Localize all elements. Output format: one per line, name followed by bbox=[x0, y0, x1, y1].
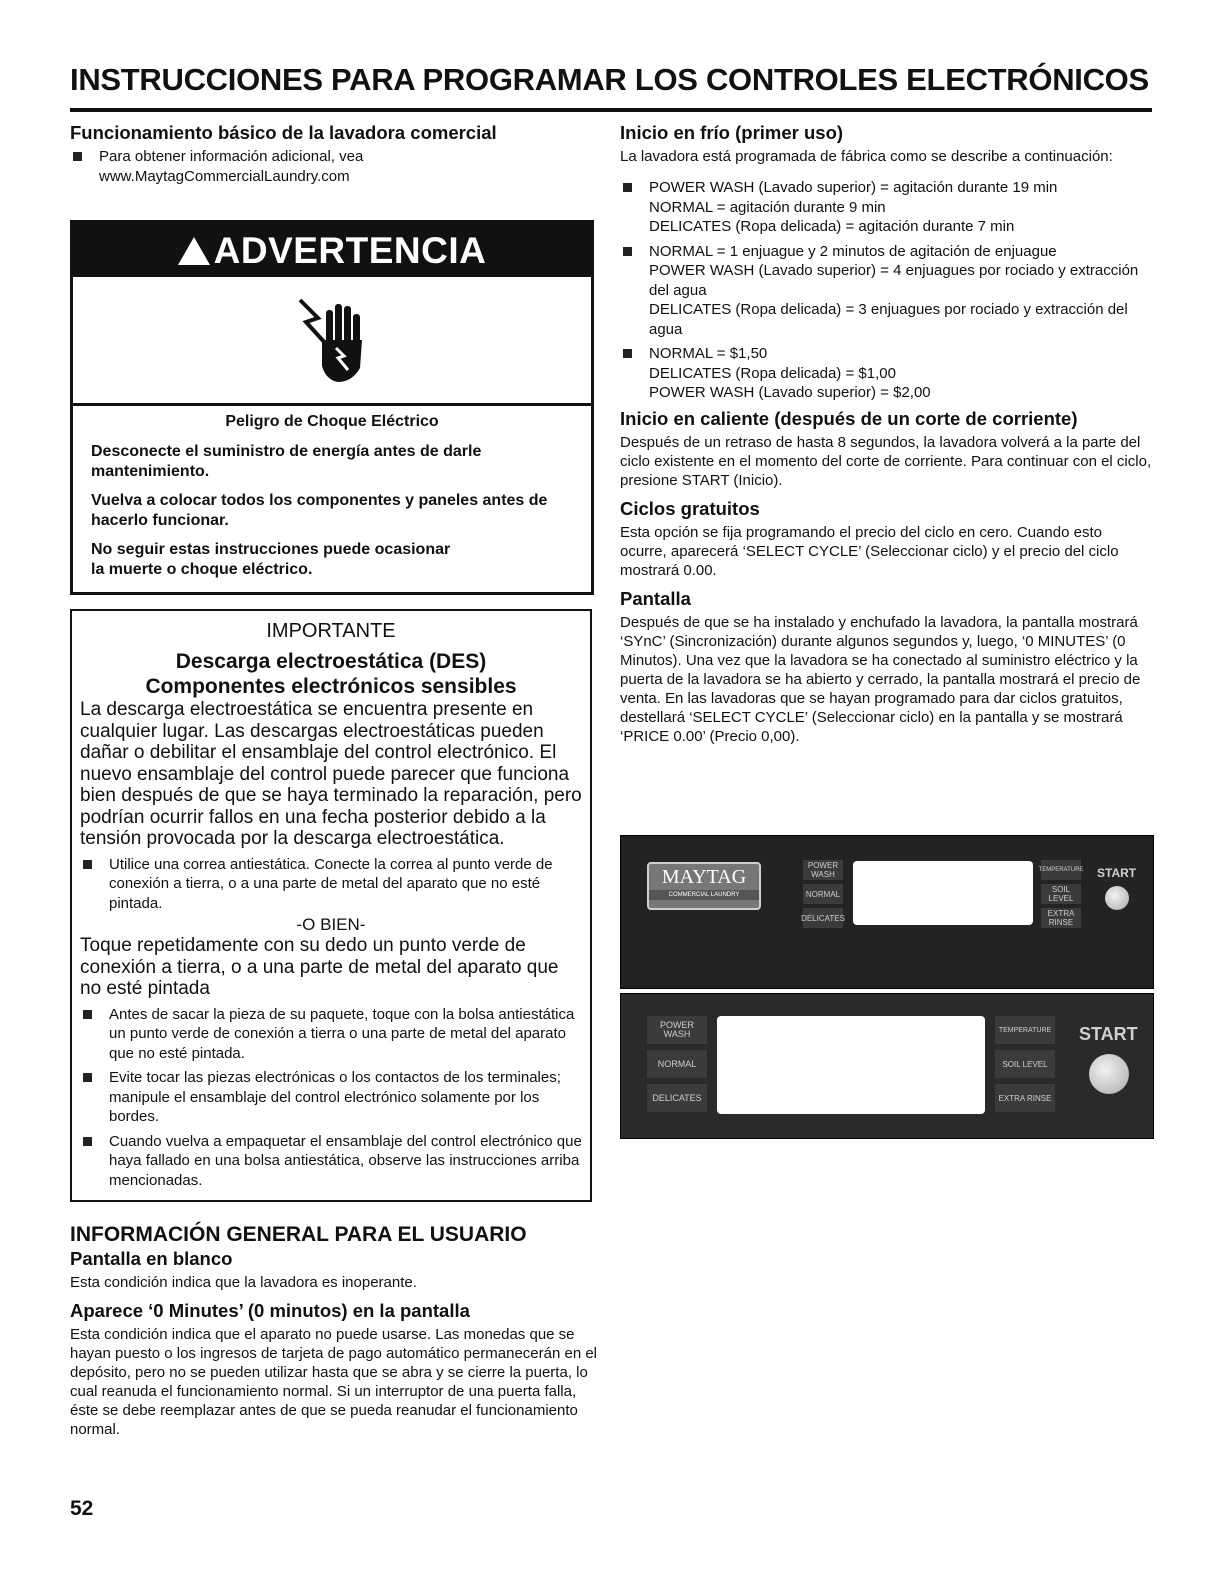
control-panel-2 bbox=[620, 993, 1154, 1139]
title-rule bbox=[70, 108, 1152, 112]
warning-text-1: Desconecte el suministro de energía antes de darle mantenimiento. bbox=[91, 443, 482, 480]
free-text: Esta opción se fija programando el precio del ciclo en cero. Cuando esto ocurre, aparecerá ‘SELECT CYCLE’ (Seleccionar ciclo) y el precio del ciclo mostrará 0.00. bbox=[620, 523, 1119, 579]
cold-b2-l2: POWER WASH (Lavado superior) = 4 enjuagues por rociado y extracción del agua bbox=[649, 262, 1139, 299]
power-wash-button[interactable]: POWER WASH bbox=[803, 860, 843, 880]
free-heading: Ciclos gratuitos bbox=[620, 497, 760, 519]
normal-button[interactable]: NORMAL bbox=[803, 884, 843, 904]
display-screen-large bbox=[717, 1016, 985, 1114]
important-subtitle-2: Componentes electrónicos sensibles bbox=[145, 675, 517, 698]
logo-top: MAYTAG bbox=[661, 866, 747, 888]
zero-minutes-heading: Aparece ‘0 Minutes’ (0 minutos) en la pantalla bbox=[70, 1300, 470, 1321]
warning-header-text: ADVERTENCIA bbox=[213, 230, 487, 271]
soil-level-button[interactable]: SOIL LEVEL bbox=[1041, 884, 1081, 904]
or-separator: -O BIEN- bbox=[296, 915, 366, 934]
start-label: START bbox=[1079, 1024, 1138, 1044]
display-screen bbox=[853, 861, 1033, 925]
warning-header bbox=[73, 223, 591, 277]
temperature-button[interactable]: TEMPERATURE bbox=[1041, 860, 1081, 880]
extra-rinse-button[interactable]: EXTRA RINSE bbox=[995, 1084, 1055, 1112]
basic-bullet-line1: Para obtener información adicional, vea bbox=[99, 148, 364, 165]
cold-b3-l2: DELICATES (Ropa delicada) = $1,00 bbox=[649, 364, 896, 382]
list-item bbox=[620, 242, 1152, 340]
important-list-1 bbox=[72, 855, 590, 914]
cold-b2-l1: NORMAL = 1 enjuague y 2 minutos de agitación de enjuague bbox=[649, 242, 1057, 260]
blank-heading: Pantalla en blanco bbox=[70, 1248, 233, 1269]
basic-heading: Funcionamiento básico de la lavadora comercial bbox=[70, 122, 497, 143]
list-item: Cuando vuelva a empaquetar el ensamblaje del control electrónico que haya fallado en una bolsa antiestática, observe las instrucciones arriba mencionadas. bbox=[80, 1132, 582, 1191]
important-label: IMPORTANTE bbox=[266, 620, 396, 642]
left-column bbox=[70, 122, 600, 1439]
list-item bbox=[620, 344, 1152, 403]
general-heading: INFORMACIÓN GENERAL PARA EL USUARIO bbox=[70, 1223, 527, 1246]
hot-text: Después de un retraso de hasta 8 segundos, la lavadora volverá a la parte del ciclo existente en el momento del corte de corriente. Para continuar con el ciclo, presione START (Inicio). bbox=[620, 433, 1152, 489]
hot-heading: Inicio en caliente (después de un corte de corriente) bbox=[620, 407, 1078, 429]
important-subtitle-1: Descarga electroestática (DES) bbox=[175, 650, 487, 673]
maytag-url: www.MaytagCommercialLaundry.com bbox=[99, 167, 350, 185]
maytag-logo bbox=[647, 862, 761, 910]
start-label: START bbox=[1097, 866, 1137, 880]
soil-level-button[interactable]: SOIL LEVEL bbox=[995, 1050, 1055, 1078]
start-button[interactable] bbox=[1089, 1054, 1129, 1094]
list-item: Evite tocar las piezas electrónicas o los contactos de los terminales; manipule el ensamblaje del control electrónico solamente por los bordes. bbox=[80, 1068, 582, 1127]
display-text: Después de que se ha instalado y enchufado la lavadora, la pantalla mostrará ‘SYnC’ (Sincronización) durante algunos segundos y, luego, ‘0 MINUTES’ (0 Minutos). Una vez que la lavadora se ha conectado al suministro eléctrico y la puerta de la lavadora se ha abierto y cerrado, la pantalla mostrará el precio de venta. En las lavadoras que se hayan programado para dar ciclos gratuitos, destellará ‘SELECT CYCLE’ (Seleccionar ciclo) en la pantalla y se mostrará ‘PRICE 0.00’ (Precio 0,00). bbox=[620, 613, 1141, 745]
normal-button[interactable]: NORMAL bbox=[647, 1050, 707, 1078]
cold-b3-l1: NORMAL = $1,50 bbox=[649, 345, 768, 362]
cold-b3-l3: POWER WASH (Lavado superior) = $2,00 bbox=[649, 384, 931, 401]
page-title: INSTRUCCIONES PARA PROGRAMAR LOS CONTROLES ELECTRÓNICOS bbox=[70, 62, 1149, 97]
warning-title: Peligro de Choque Eléctrico bbox=[225, 413, 439, 430]
warning-icon-area bbox=[73, 277, 591, 406]
cold-intro: La lavadora está programada de fábrica como se describe a continuación: bbox=[620, 148, 1113, 165]
important-list-2 bbox=[72, 1005, 590, 1191]
delicates-button[interactable]: DELICATES bbox=[647, 1084, 707, 1112]
temperature-button[interactable]: TEMPERATURE bbox=[995, 1016, 1055, 1044]
warning-text-2: Vuelva a colocar todos los componentes y paneles antes de hacerlo funcionar. bbox=[91, 492, 548, 529]
warning-text-3-line1: No seguir estas instrucciones puede ocasionar bbox=[91, 541, 451, 558]
logo-bottom: COMMERCIAL LAUNDRY bbox=[649, 890, 759, 900]
cold-list bbox=[620, 178, 1152, 403]
power-wash-button[interactable]: POWER WASH bbox=[647, 1016, 707, 1044]
start-button[interactable] bbox=[1105, 886, 1129, 910]
warning-triangle-icon bbox=[178, 237, 210, 265]
list-item bbox=[620, 178, 1152, 237]
cold-b2-l3: DELICATES (Ropa delicada) = 3 enjuagues por rociado y extracción del agua bbox=[649, 301, 1128, 338]
electric-shock-hand-icon bbox=[292, 290, 372, 390]
list-item bbox=[70, 147, 600, 186]
warning-body bbox=[73, 406, 591, 592]
cold-heading: Inicio en frío (primer uso) bbox=[620, 122, 844, 143]
warning-box bbox=[70, 220, 594, 595]
important-intro: La descarga electroestática se encuentra presente en cualquier lugar. Las descargas electroestáticas pueden dañar o debilitar el ensamblaje del control electrónico. El nuevo ensamblaje del control puede parecer que funciona bien después de que se haya terminado la reparación, pero podrían ocurrir fallos en una fecha posterior debido a la tensión provocada por la descarga electroestática. bbox=[80, 699, 582, 849]
basic-list bbox=[70, 147, 600, 186]
extra-rinse-button[interactable]: EXTRA RINSE bbox=[1041, 908, 1081, 928]
list-item: Utilice una correa antiestática. Conecte la correa al punto verde de conexión a tierra, o a una parte de metal del aparato que no esté pintada. bbox=[80, 855, 582, 914]
right-column bbox=[620, 122, 1152, 746]
important-touch: Toque repetidamente con su dedo un punto verde de conexión a tierra, o a una parte de metal del aparato que no esté pintada bbox=[80, 935, 559, 999]
warning-text-3-line2: la muerte o choque eléctrico. bbox=[91, 561, 313, 578]
list-item: Antes de sacar la pieza de su paquete, toque con la bolsa antiestática un punto verde de conexión a tierra o una parte de metal del aparato que no esté pintada. bbox=[80, 1005, 582, 1064]
cold-b1-l2: NORMAL = agitación durante 9 min bbox=[649, 198, 886, 216]
zero-minutes-text: Esta condición indica que el aparato no puede usarse. Las monedas que se hayan puesto o los ingresos de tarjeta de pago automático permanecerán en el depósito, pero no se pueden utilizar hasta que se abra y se cierre la puerta, lo cual reanuda el funcionamiento normal. Si un interruptor de una puerta falla, éste se debe reemplazar antes de que se pueda reanudar el funcionamiento normal. bbox=[70, 1326, 598, 1438]
control-panel-1 bbox=[620, 835, 1154, 989]
cold-b1-l3: DELICATES (Ropa delicada) = agitación durante 7 min bbox=[649, 218, 1015, 235]
page-number: 52 bbox=[70, 1497, 94, 1520]
cold-b1-l1: POWER WASH (Lavado superior) = agitación durante 19 min bbox=[649, 179, 1058, 196]
display-heading: Pantalla bbox=[620, 587, 691, 609]
important-box bbox=[70, 609, 592, 1202]
warning-text-3 bbox=[91, 540, 573, 580]
delicates-button[interactable]: DELICATES bbox=[803, 908, 843, 928]
blank-text: Esta condición indica que la lavadora es inoperante. bbox=[70, 1274, 417, 1291]
